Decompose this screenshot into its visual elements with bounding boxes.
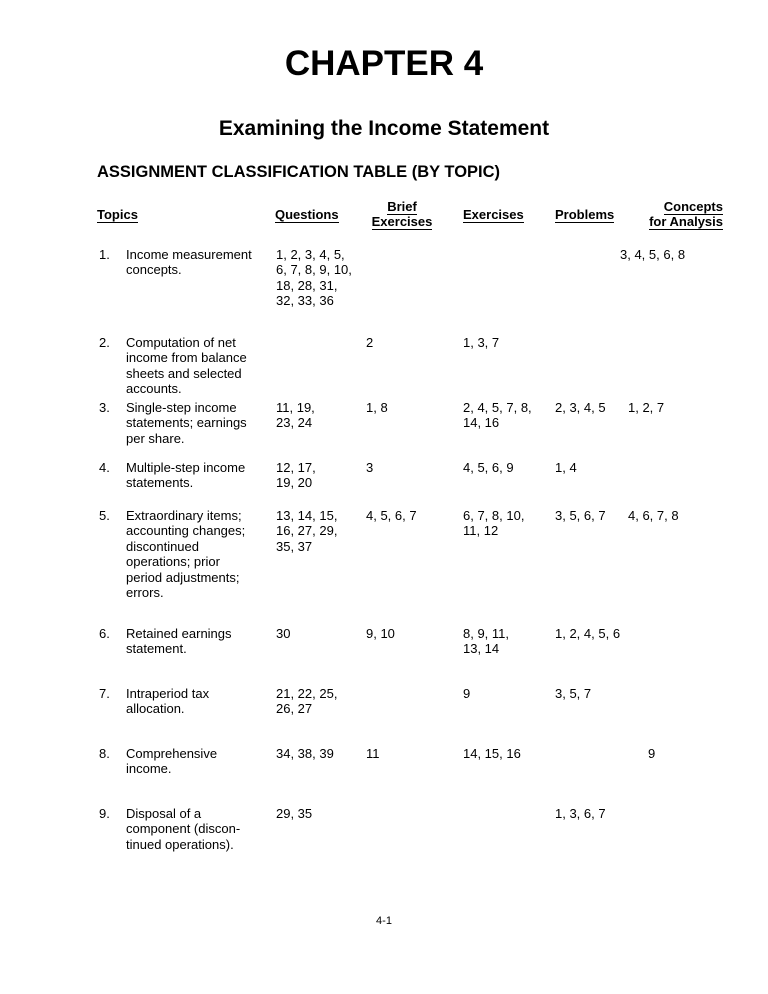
cell-questions: 1, 2, 3, 4, 5, 6, 7, 8, 9, 10, 18, 28, 31, 32, 33, 36 — [276, 247, 352, 309]
cell-brief: 4, 5, 6, 7 — [366, 508, 417, 523]
cell-problems: 1, 4 — [555, 460, 577, 475]
section-heading: ASSIGNMENT CLASSIFICATION TABLE (BY TOPIC) — [97, 163, 501, 181]
cell-brief: 1, 8 — [366, 400, 388, 415]
cell-num: 9. — [99, 806, 110, 821]
cell-exercises: 2, 4, 5, 7, 8, 14, 16 — [463, 400, 532, 431]
cell-topic: Computation of net income from balance sheets and selected accounts. — [126, 335, 247, 397]
cell-topic: Extraordinary items; accounting changes; discontinued operations; prior period adjustments; errors. — [126, 508, 246, 601]
cell-brief: 11 — [366, 746, 380, 761]
chapter-title: CHAPTER 4 — [284, 44, 484, 83]
cell-exercises: 9 — [463, 686, 471, 701]
cell-exercises: 6, 7, 8, 10, 11, 12 — [463, 508, 525, 539]
cell-num: 4. — [99, 460, 110, 475]
cell-num: 3. — [99, 400, 110, 415]
header-brief-exercises: Brief Exercises — [371, 199, 433, 229]
header-exercises: Exercises — [463, 207, 524, 222]
cell-topic: Comprehensive income. — [126, 746, 218, 777]
cell-problems: 3, 5, 6, 7 — [555, 508, 606, 523]
header-concepts-for-analysis: Concepts for Analysis — [649, 199, 723, 229]
cell-problems: 3, 5, 7 — [555, 686, 592, 701]
cell-num: 8. — [99, 746, 110, 761]
header-questions: Questions — [275, 207, 339, 222]
cell-exercises: 1, 3, 7 — [463, 335, 500, 350]
cell-topic: Intraperiod tax allocation. — [126, 686, 210, 717]
cell-questions: 12, 17, 19, 20 — [276, 460, 316, 491]
cell-questions: 11, 19, 23, 24 — [276, 400, 315, 431]
cell-problems: 1, 2, 4, 5, 6 — [555, 626, 621, 641]
cell-brief: 2 — [366, 335, 374, 350]
chapter-subtitle: Examining the Income Statement — [218, 117, 550, 140]
cell-exercises: 4, 5, 6, 9 — [463, 460, 514, 475]
cell-num: 5. — [99, 508, 110, 523]
cell-brief: 3 — [366, 460, 374, 475]
cell-num: 6. — [99, 626, 110, 641]
cell-concepts: 4, 6, 7, 8 — [628, 508, 679, 523]
cell-brief: 9, 10 — [366, 626, 395, 641]
cell-questions: 29, 35 — [276, 806, 313, 821]
cell-num: 1. — [99, 247, 110, 262]
cell-questions: 34, 38, 39 — [276, 746, 334, 761]
cell-questions: 21, 22, 25, 26, 27 — [276, 686, 338, 717]
cell-topic: Disposal of a component (discon- tinued operations). — [126, 806, 241, 852]
cell-problems: 1, 3, 6, 7 — [555, 806, 606, 821]
cell-questions: 30 — [276, 626, 291, 641]
cell-problems: 2, 3, 4, 5 — [555, 400, 606, 415]
cell-topic: Single-step income statements; earnings per share. — [126, 400, 247, 446]
cell-concepts: 9 — [648, 746, 656, 761]
cell-num: 7. — [99, 686, 110, 701]
cell-questions: 13, 14, 15, 16, 27, 29, 35, 37 — [276, 508, 338, 554]
cell-topic: Multiple-step income statements. — [126, 460, 246, 491]
page-number: 4-1 — [376, 915, 392, 927]
cell-concepts: 3, 4, 5, 6, 8 — [620, 247, 686, 262]
cell-num: 2. — [99, 335, 110, 350]
cell-topic: Income measurement concepts. — [126, 247, 252, 278]
cell-topic: Retained earnings statement. — [126, 626, 232, 657]
cell-concepts: 1, 2, 7 — [628, 400, 665, 415]
header-topics: Topics — [97, 207, 138, 222]
header-problems: Problems — [555, 207, 615, 222]
cell-exercises: 14, 15, 16 — [463, 746, 521, 761]
cell-exercises: 8, 9, 11, 13, 14 — [463, 626, 510, 657]
